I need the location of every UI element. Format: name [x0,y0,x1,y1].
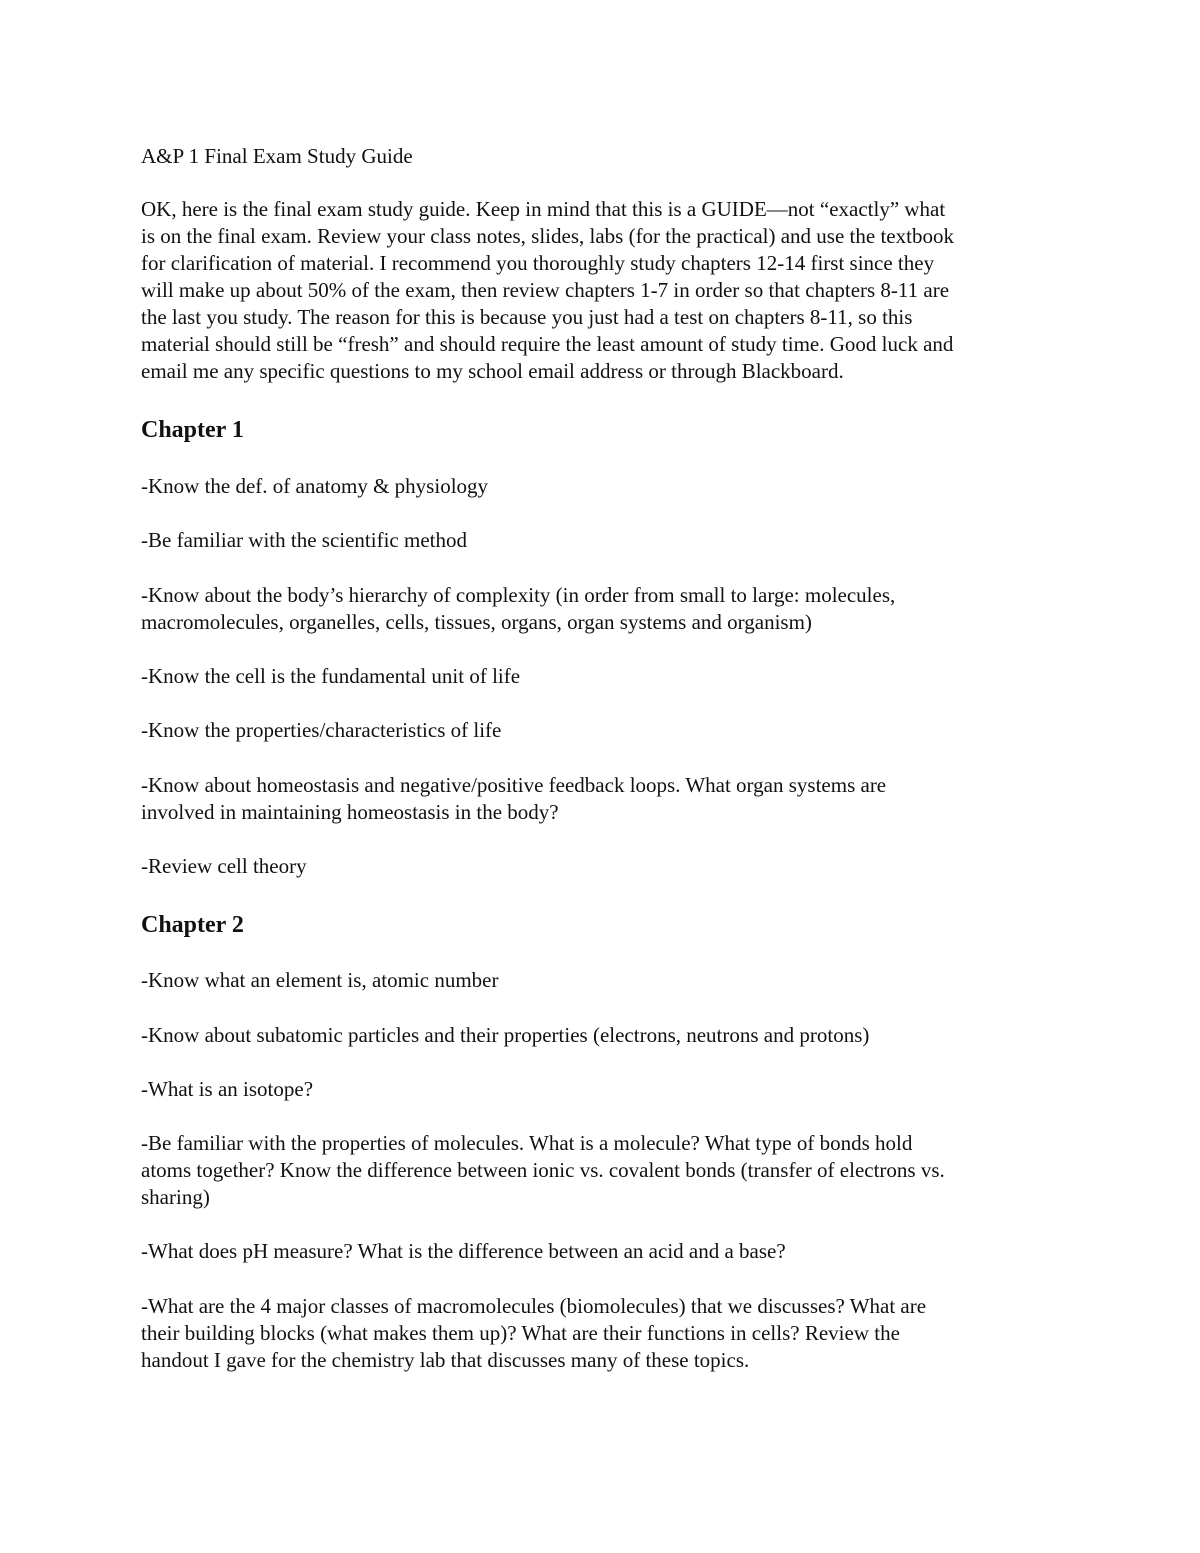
study-item-line: -Know about homeostasis and negative/positive feedback loops. What organ systems are [141,773,887,797]
study-item [141,1293,926,1374]
study-item-line: -Know the properties/characteristics of life [141,718,502,742]
intro-paragraph [141,196,954,385]
study-item-line: -Review cell theory [141,854,307,878]
study-item-line: -Be familiar with the scientific method [141,528,467,552]
study-item-line: their building blocks (what makes them up)? What are their functions in cells? Review the [141,1321,900,1345]
study-item [141,1238,786,1265]
study-item [141,717,501,744]
document-title: A&P 1 Final Exam Study Guide [141,144,413,168]
study-item [141,663,520,690]
study-item-line: atoms together? Know the difference between ionic vs. covalent bonds (transfer of electrons vs. [141,1158,945,1182]
study-item [141,1130,945,1211]
study-item [141,967,498,994]
study-item [141,853,307,880]
study-item-line: -Know the cell is the fundamental unit of life [141,664,521,688]
study-item-line: -What are the 4 major classes of macromolecules (biomolecules) that we discusses? What are [141,1294,927,1318]
study-item-line: handout I gave for the chemistry lab that discusses many of these topics. [141,1348,750,1372]
study-item-line: -What is an isotope? [141,1077,314,1101]
intro-line: the last you study. The reason for this is because you just had a test on chapters 8-11, so this [141,305,913,329]
intro-line: email me any specific questions to my school email address or through Blackboard. [141,359,844,383]
study-item [141,1022,869,1049]
study-item [141,527,467,554]
intro-line: material should still be “fresh” and should require the least amount of study time. Good luck and [141,332,954,356]
study-item-line: involved in maintaining homeostasis in the body? [141,800,559,824]
study-item-line: -What does pH measure? What is the difference between an acid and a base? [141,1239,786,1263]
study-item [141,772,886,826]
chapter-heading: Chapter 2 [141,912,244,938]
study-item-line: -Know what an element is, atomic number [141,968,499,992]
study-item [141,582,895,636]
study-item-line: -Be familiar with the properties of molecules. What is a molecule? What type of bonds hold [141,1131,913,1155]
study-item-line: sharing) [141,1185,210,1209]
intro-line: will make up about 50% of the exam, then review chapters 1-7 in order so that chapters 8-11 are [141,278,950,302]
intro-line: OK, here is the final exam study guide. Keep in mind that this is a GUIDE—not “exactly” what [141,197,946,221]
intro-line: for clarification of material. I recommend you thoroughly study chapters 12-14 first since they [141,251,935,275]
study-item [141,473,488,500]
study-item-line: -Know the def. of anatomy & physiology [141,474,489,498]
study-item-line: -Know about the body’s hierarchy of complexity (in order from small to large: molecules, [141,583,896,607]
study-item-line: -Know about subatomic particles and their properties (electrons, neutrons and protons) [141,1023,870,1047]
study-item-line: macromolecules, organelles, cells, tissues, organs, organ systems and organism) [141,610,812,634]
chapter-heading: Chapter 1 [141,417,244,443]
intro-line: is on the final exam. Review your class notes, slides, labs (for the practical) and use the textbook [141,224,954,248]
study-item [141,1076,313,1103]
